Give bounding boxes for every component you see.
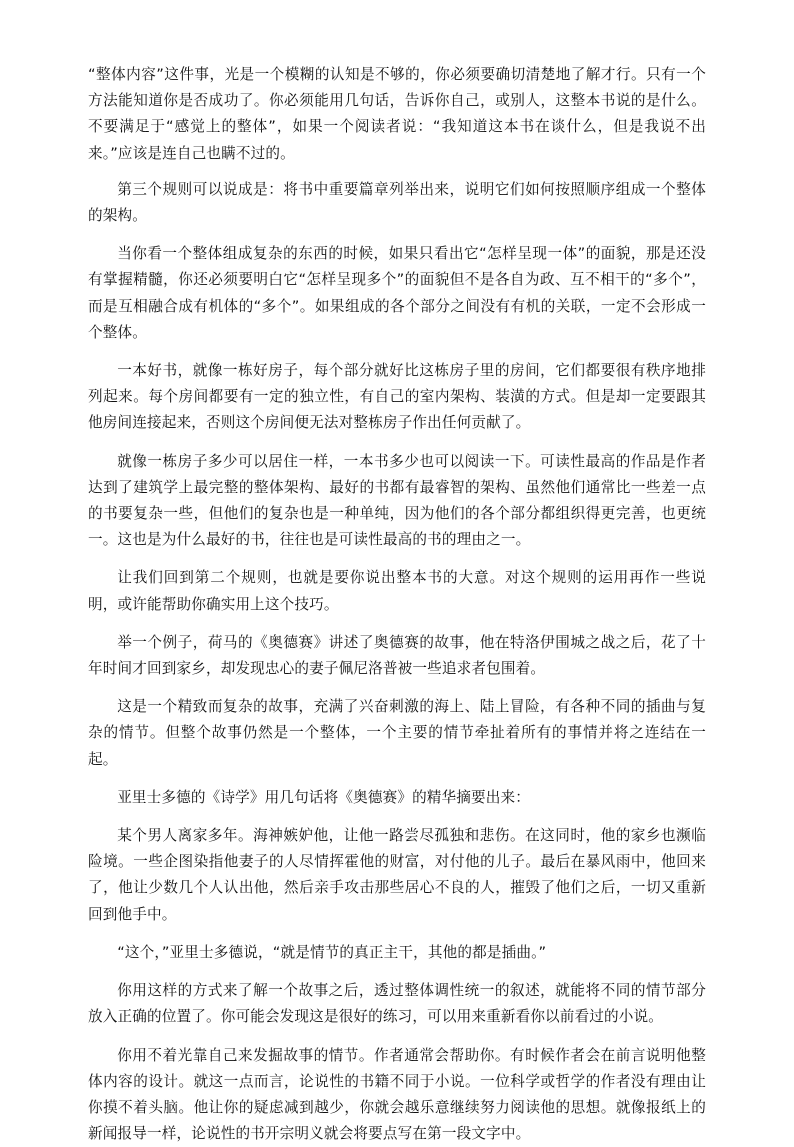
- paragraph-4: 一本好书，就像一栋好房子，每个部分就好比这栋房子里的房间，它们都要很有秩序地排列起来。每个房间都要有一定的独立性，有自己的室内架构、装潢的方式。但是却一定要跟其他房间连接起来，否则这个房间便无法对整栋房子作出任何贡献了。: [88, 358, 706, 437]
- paragraph-8: 这是一个精致而复杂的故事，充满了兴奋刺激的海上、陆上冒险，有各种不同的插曲与复杂的情节。但整个故事仍然是一个整体，一个主要的情节牵扯着所有的事情并将之连结在一起。: [88, 694, 706, 773]
- paragraph-13: 你用不着光靠自己来发掘故事的情节。作者通常会帮助你。有时候作者会在前言说明他整体内容的设计。就这一点而言，论说性的书籍不同于小说。一位科学或哲学的作者没有理由让你摸不着头脑。他让你的疑虑减到越少，你就会越乐意继续努力阅读他的思想。就像报纸上的新闻报导一样，论说性的书开宗明义就会将要点写在第一段文字中。: [88, 1043, 706, 1147]
- paragraph-2: 第三个规则可以说成是：将书中重要篇章列举出来，说明它们如何按照顺序组成一个整体的架构。: [88, 177, 706, 229]
- paragraph-3: 当你看一个整体组成复杂的东西的时候，如果只看出它“怎样呈现一体”的面貌，那是还没有掌握精髓，你还必须要明白它“怎样呈现多个”的面貌但不是各自为政、互不相干的“多个”，而是互相融合成有机体的“多个”。如果组成的各个部分之间没有有机的关联，一定不会形成一个整体。: [88, 241, 706, 346]
- paragraph-9: 亚里士多德的《诗学》用几句话将《奥德赛》的精华摘要出来：: [88, 785, 706, 811]
- paragraph-1: “整体内容”这件事，光是一个模糊的认知是不够的，你必须要确切清楚地了解才行。只有一个方法能知道你是否成功了。你必须能用几句话，告诉你自己，或别人，这整本书说的是什么。不要满足于“感觉上的整体”，如果一个阅读者说：“我知道这本书在谈什么，但是我说不出来。”应该是连自己也瞒不过的。: [88, 62, 706, 167]
- paragraph-6: 让我们回到第二个规则，也就是要你说出整本书的大意。对这个规则的运用再作一些说明，或许能帮助你确实用上这个技巧。: [88, 565, 706, 617]
- paragraph-11: “这个，”亚里士多德说，“就是情节的真正主干，其他的都是插曲。”: [88, 940, 706, 966]
- paragraph-10: 某个男人离家多年。海神嫉妒他，让他一路尝尽孤独和悲伤。在这同时，他的家乡也濒临险境。一些企图染指他妻子的人尽情挥霍他的财富，对付他的儿子。最后在暴风雨中，他回来了，他让少数几个人认出他，然后亲手攻击那些居心不良的人，摧毁了他们之后，一切又重新回到他手中。: [88, 823, 706, 928]
- paragraph-12: 你用这样的方式来了解一个故事之后，透过整体调性统一的叙述，就能将不同的情节部分放入正确的位置了。你可能会发现这是很好的练习，可以用来重新看你以前看过的小说。: [88, 978, 706, 1030]
- paragraph-5: 就像一栋房子多少可以居住一样，一本书多少也可以阅读一下。可读性最高的作品是作者达到了建筑学上最完整的整体架构、最好的书都有最睿智的架构、虽然他们通常比一些差一点的书要复杂一些，但他们的复杂也是一种单纯，因为他们的各个部分都组织得更完善，也更统一。这也是为什么最好的书，往往也是可读性最高的书的理由之一。: [88, 449, 706, 554]
- paragraph-7: 举一个例子，荷马的《奥德赛》讲述了奥德赛的故事，他在特洛伊围城之战之后，花了十年时间才回到家乡，却发现忠心的妻子佩尼洛普被一些追求者包围着。: [88, 630, 706, 682]
